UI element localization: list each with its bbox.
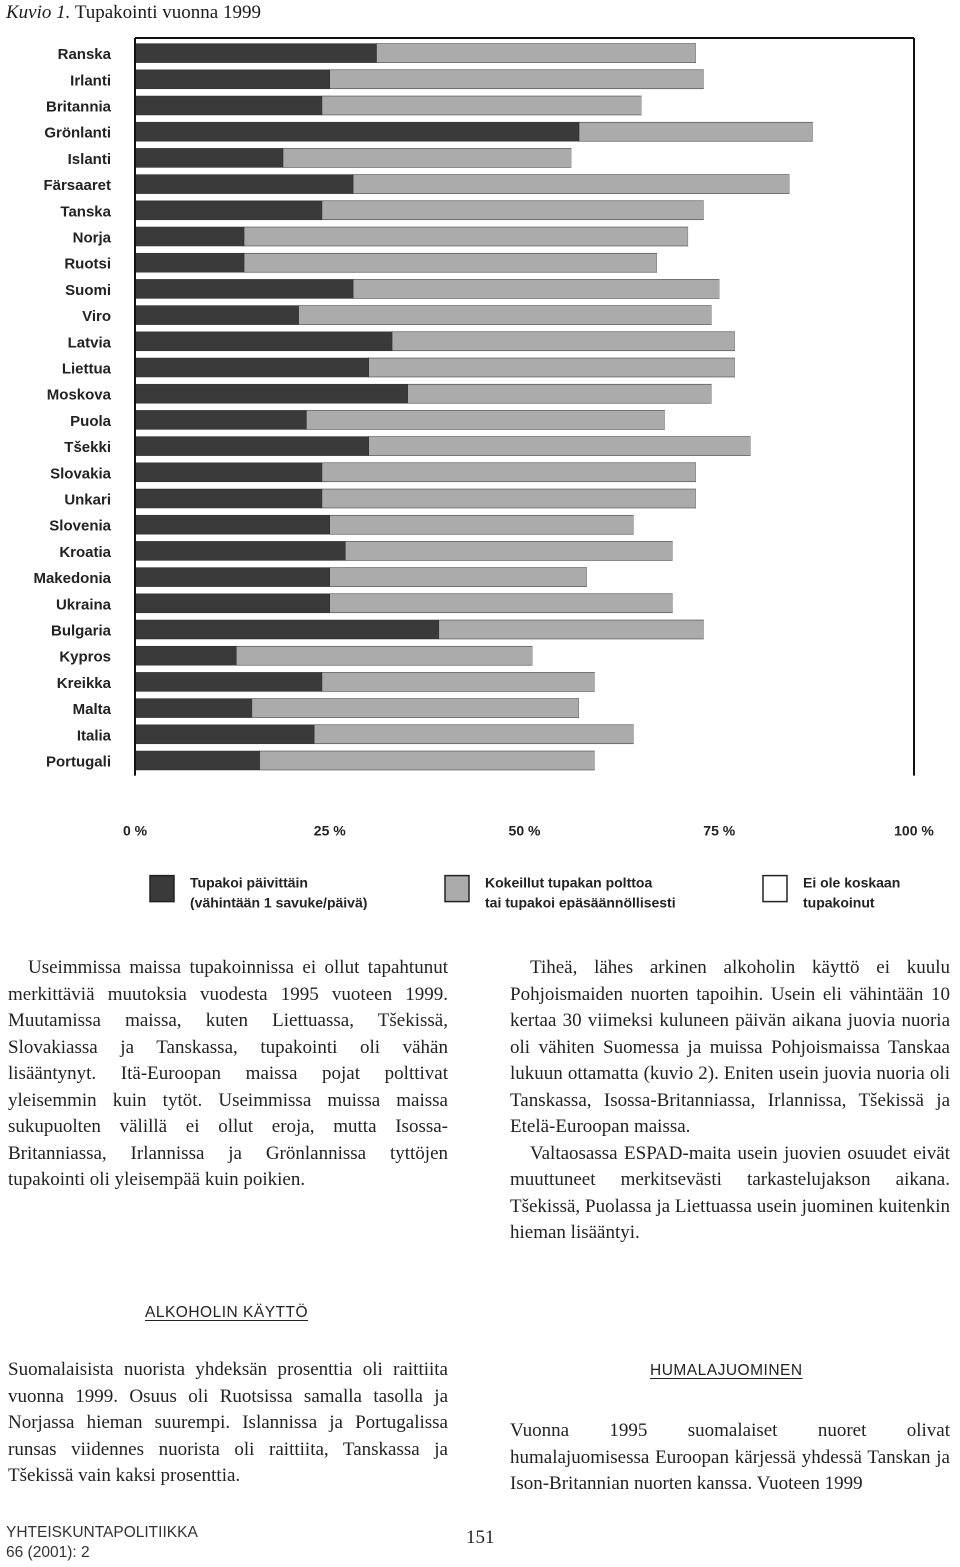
bar-segment (696, 489, 914, 508)
bar-segment (595, 672, 914, 691)
bar-segment (376, 44, 695, 63)
bar-segment (322, 463, 696, 482)
bar-segment (252, 699, 579, 718)
bar-segment (283, 148, 571, 167)
heading-humalajuominen: HUMALAJUOMINEN (650, 1362, 803, 1379)
x-tick-label: 100 % (894, 822, 934, 839)
category-label: Suomi (65, 281, 111, 299)
chart-svg (0, 30, 960, 910)
bar-segment (330, 70, 704, 89)
bar-segment (306, 410, 664, 429)
bar-segment (135, 437, 369, 456)
bar-segment (587, 568, 914, 587)
category-label: Norja (72, 229, 111, 247)
bar-segment (711, 306, 914, 325)
figure-caption (6, 2, 261, 24)
figure-label: Kuvio 1. (6, 2, 71, 23)
bar-segment (322, 489, 696, 508)
category-label: Italia (76, 727, 111, 745)
x-tick-label: 50 % (508, 822, 541, 839)
category-label: Slovenia (49, 517, 111, 535)
bar-segment (532, 646, 914, 665)
footer-journal (6, 1523, 198, 1563)
bar-segment (322, 672, 595, 691)
bar-segment (135, 227, 244, 246)
page-number: 151 (466, 1527, 495, 1548)
bar-segment (135, 279, 353, 298)
right-column (510, 955, 950, 1247)
legend-swatch (150, 876, 174, 902)
journal-name: YHTEISKUNTAPOLITIIKKA (6, 1524, 198, 1541)
bar-segment (244, 253, 657, 272)
bar-segment (236, 646, 532, 665)
bar-segment (135, 122, 579, 141)
left-column-2 (8, 1357, 448, 1490)
bar-segment (135, 332, 392, 351)
bar-segment (135, 306, 299, 325)
x-tick-label: 0 % (122, 822, 148, 839)
bar-segment (330, 568, 587, 587)
legend-label: tupakoinut (803, 894, 875, 910)
category-label: Kypros (59, 648, 111, 666)
bar-segment (634, 725, 914, 744)
category-label: Viro (82, 308, 111, 326)
bar-segment (135, 568, 330, 587)
bar-segment (688, 227, 914, 246)
category-label: Bulgaria (50, 622, 111, 640)
category-label: Grönlanti (44, 124, 111, 142)
bar-segment (353, 175, 789, 194)
bar-segment (135, 201, 322, 220)
bar-segment (135, 70, 330, 89)
bar-segment (634, 515, 914, 534)
bar-segment (260, 751, 595, 770)
bar-segment (673, 541, 914, 560)
category-label: Ukraina (55, 596, 111, 614)
bar-segment (299, 306, 712, 325)
bar-segment (595, 751, 914, 770)
bar-segment (135, 253, 244, 272)
bar-segment (579, 699, 914, 718)
right-paragraph-1: Tiheä, lähes arkinen alkoholin käyttö ei kuulu Pohjoismaiden nuorten tapoihin. Usein eli vähintään 10 kertaa 30 viimeksi kuluneen päivän aikana juovia nuoria oli vähiten Suomessa ja muissa Pohjoismaissa Tanskaa lukuun ottamatta (kuvio 2). Eniten usein juovia nuoria oli Tanskassa, Isossa-Britanniassa, Irlannissa, Tšekissä ja Etelä-Euroopan maissa. (510, 957, 950, 1137)
right-column-2 (510, 1418, 950, 1498)
bar-segment (735, 358, 914, 377)
bar-segment (392, 332, 735, 351)
left-column (8, 955, 448, 1194)
bar-segment (135, 410, 306, 429)
smoking-chart (0, 30, 960, 914)
category-label: Liettua (61, 360, 111, 378)
bar-segment (135, 515, 330, 534)
bar-segment (704, 620, 914, 639)
bar-segment (719, 279, 914, 298)
heading-alkoholin-kaytto: ALKOHOLIN KÄYTTÖ (145, 1304, 309, 1321)
right-paragraph-3: Vuonna 1995 suomalaiset nuoret olivat humalajuomisessa Euroopan kärjessä yhdessä Tanskan ja Ison-Britannian nuorten kanssa. Vuoteen 1999 (510, 1420, 950, 1494)
bar-segment (135, 620, 439, 639)
category-label: Tšekki (64, 439, 111, 457)
bar-segment (571, 148, 914, 167)
category-label: Makedonia (33, 570, 111, 588)
bar-segment (665, 410, 914, 429)
bar-segment (244, 227, 688, 246)
category-label: Ruotsi (64, 255, 111, 273)
bar-segment (135, 541, 345, 560)
bar-segment (135, 646, 236, 665)
bar-segment (439, 620, 704, 639)
bar-segment (579, 122, 813, 141)
bar-segment (345, 541, 672, 560)
bar-segment (135, 672, 322, 691)
category-label: Ranska (57, 46, 111, 64)
bar-segment (135, 148, 283, 167)
category-label: Unkari (64, 491, 111, 509)
bar-segment (369, 437, 751, 456)
bar-segment (322, 201, 704, 220)
category-label: Kreikka (56, 674, 111, 692)
bar-segment (330, 594, 673, 613)
x-tick-label: 75 % (703, 822, 736, 839)
bar-segment (789, 175, 914, 194)
bar-segment (314, 725, 633, 744)
legend-label: Tupakoi päivittäin (190, 874, 308, 891)
bar-segment (813, 122, 914, 141)
category-label: Irlanti (70, 72, 111, 90)
legend-swatch (445, 876, 469, 902)
bar-segment (696, 463, 914, 482)
bar-segment (135, 384, 408, 403)
bar-segment (322, 96, 641, 115)
bar-segment (135, 594, 330, 613)
bar-segment (704, 201, 914, 220)
bar-segment (135, 463, 322, 482)
figure-title: Tupakointi vuonna 1999 (74, 2, 261, 23)
bar-segment (657, 253, 914, 272)
bar-segment (135, 175, 353, 194)
bar-segment (408, 384, 712, 403)
bar-segment (750, 437, 914, 456)
category-label: Tanska (60, 203, 111, 221)
category-label: Portugali (45, 753, 111, 771)
bar-segment (135, 44, 376, 63)
legend-label: Ei ole koskaan (803, 874, 901, 891)
category-label: Islanti (67, 150, 111, 168)
bar-segment (704, 70, 914, 89)
category-label: Puola (70, 412, 111, 430)
category-label: Malta (72, 701, 111, 719)
left-paragraph-1: Useimmissa maissa tupakoinnissa ei ollut tapahtunut merkittäviä muutoksia vuodesta 1995 vuoteen 1999. Muutamissa maissa, kuten Liettuassa, Tšekissä, Slovakiassa ja Tanskassa, tupakointi oli vähän lisääntynyt. Itä-Euroopan maissa pojat polttivat yleisemmin kuin tytöt. Useimmissa muissa maissa sukupuolten välillä ei ollut eroja, mutta Isossa-Britanniassa, Irlannissa ja Grönlannissa tyttöjen tupakointi oli yleisempää kuin poikien. (8, 957, 448, 1190)
category-label: Britannia (45, 98, 111, 116)
category-label: Moskova (46, 386, 111, 404)
bar-segment (696, 44, 914, 63)
bar-segment (135, 699, 252, 718)
bar-segment (711, 384, 914, 403)
category-label: Kroatia (59, 543, 111, 561)
right-paragraph-2: Valtaosassa ESPAD-maita usein juovien osuudet eivät muuttuneet merkitsevästi tarkastelujakson aikana. Tšekissä, Puolassa ja Liettuassa usein juominen kuitenkin hieman lisääntyi. (510, 1142, 950, 1243)
legend-label: (vähintään 1 savuke/päivä) (190, 894, 368, 910)
legend-label: Kokeillut tupakan polttoa (485, 874, 653, 891)
bar-segment (673, 594, 914, 613)
bar-segment (735, 332, 914, 351)
legend-swatch (763, 876, 787, 902)
category-label: Latvia (67, 334, 111, 352)
legend-label: tai tupakoi epäsäännöllisesti (485, 894, 676, 910)
bar-segment (330, 515, 634, 534)
bar-segment (135, 358, 369, 377)
bar-segment (369, 358, 735, 377)
category-label: Färsaaret (43, 177, 111, 195)
x-tick-label: 25 % (313, 822, 346, 839)
bar-segment (135, 96, 322, 115)
bar-segment (353, 279, 719, 298)
bar-segment (135, 489, 322, 508)
bar-segment (135, 751, 260, 770)
journal-issue: 66 (2001): 2 (6, 1544, 90, 1561)
bar-segment (641, 96, 914, 115)
category-label: Slovakia (50, 465, 111, 483)
left-paragraph-2: Suomalaisista nuorista yhdeksän prosenttia oli raittiita vuonna 1999. Osuus oli Ruotsissa samalla tasolla ja Norjassa hieman suurempi. Islannissa ja Portugalissa runsas viidennes nuorista oli raittiita, Tanskassa ja Tšekissä vain kaksi prosenttia. (8, 1359, 448, 1486)
bar-segment (135, 725, 314, 744)
